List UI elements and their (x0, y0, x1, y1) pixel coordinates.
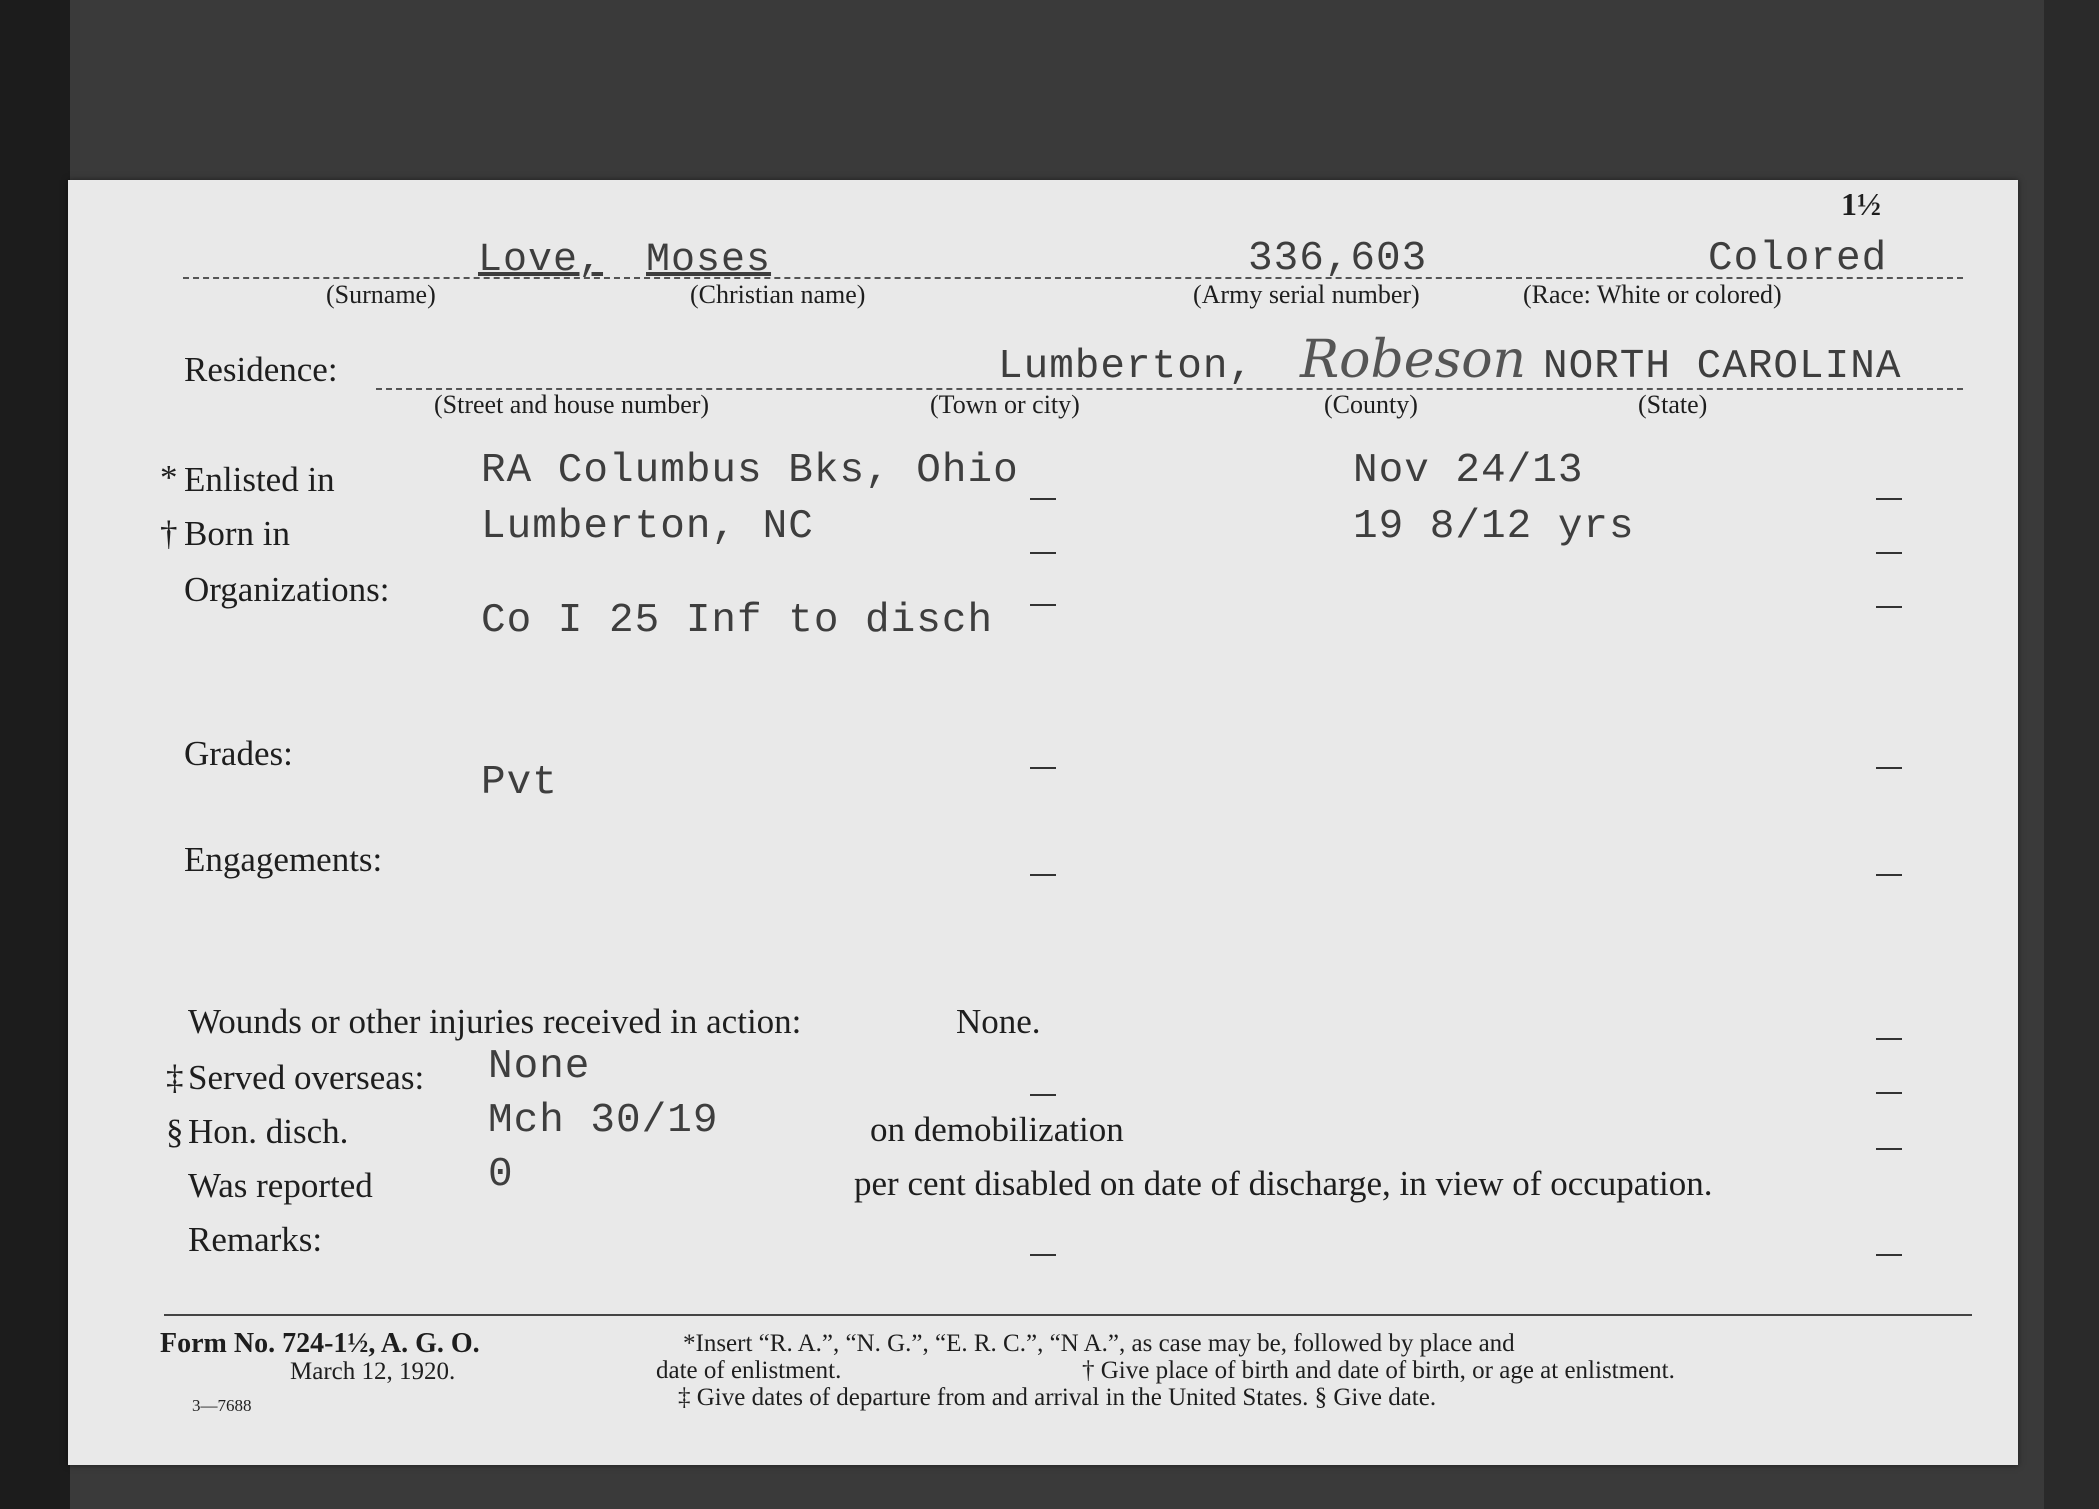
engagements-dash-2 (1876, 874, 1902, 876)
born-label: Born in (184, 514, 290, 553)
surname-value: Love, (478, 238, 604, 283)
form-date: March 12, 1920. (290, 1358, 456, 1385)
wounds-dash (1876, 1038, 1902, 1040)
born-value: Lumberton, NC (481, 504, 814, 550)
born-mark: † (160, 514, 178, 553)
remarks-dash-2 (1876, 1254, 1902, 1256)
footnote-line-2b: † Give place of birth and date of birth, or age at enlistment. (1082, 1357, 1675, 1384)
hon-disch-label: Hon. disch. (188, 1112, 349, 1151)
engagements-label: Engagements: (184, 840, 383, 879)
hon-disch-dash (1876, 1148, 1902, 1150)
residence-label: Residence: (184, 350, 338, 389)
reported-suffix: per cent disabled on date of discharge, in view of occupation. (854, 1164, 1713, 1203)
grades-dash-1 (1030, 767, 1056, 769)
footnote-line-1: *Insert “R. A.”, “N. G.”, “E. R. C.”, “N A.”, as case may be, followed by place and (683, 1330, 1515, 1357)
grades-label: Grades: (184, 734, 293, 773)
print-code: 3—7688 (192, 1396, 252, 1415)
hon-disch-value: Mch 30/19 (488, 1098, 719, 1144)
reported-label: Was reported (188, 1166, 373, 1205)
residence-town-value: Lumberton, (998, 344, 1255, 390)
organizations-dash-1 (1030, 604, 1056, 606)
grades-dash-2 (1876, 767, 1902, 769)
serial-number-label: (Army serial number) (1193, 280, 1420, 309)
footnote-line-3: ‡ Give dates of departure from and arrival in the United States. § Give date. (678, 1384, 1437, 1411)
remarks-label: Remarks: (188, 1220, 323, 1259)
enlisted-dash-2 (1876, 498, 1902, 500)
enlisted-dash-1 (1030, 498, 1056, 500)
organizations-label: Organizations: (184, 570, 390, 609)
hon-disch-suffix: on demobilization (870, 1110, 1124, 1149)
born-age-value: 19 8/12 yrs (1353, 504, 1635, 550)
organizations-value: Co I 25 Inf to disch (481, 598, 994, 644)
state-label: (State) (1638, 390, 1708, 419)
grades-value: Pvt (481, 760, 558, 806)
christian-name-value: Moses (646, 238, 772, 283)
born-dash-1 (1030, 552, 1056, 554)
surname-label: (Surname) (326, 280, 436, 309)
form-number: Form No. 724-1½, A. G. O. (160, 1328, 480, 1359)
town-label: (Town or city) (930, 390, 1080, 419)
remarks-dash-1 (1030, 1254, 1056, 1256)
overseas-label: Served overseas: (188, 1058, 425, 1097)
born-dash-2 (1876, 552, 1902, 554)
overseas-dash-1 (1030, 1094, 1056, 1096)
corner-mark: 1½ (1841, 186, 1881, 222)
wounds-value: None. (956, 1002, 1041, 1041)
enlisted-date-value: Nov 24/13 (1353, 448, 1584, 494)
background-left-edge (0, 0, 70, 1509)
footnote-line-2a: date of enlistment. (656, 1357, 842, 1384)
overseas-dash-2 (1876, 1092, 1902, 1094)
hon-disch-mark: § (166, 1112, 184, 1151)
background-right-edge (2044, 0, 2099, 1509)
service-record-card (68, 180, 2018, 1465)
residence-county-value: Robeson (1300, 330, 1527, 390)
wounds-label: Wounds or other injuries received in action: (188, 1002, 802, 1041)
engagements-dash-1 (1030, 874, 1056, 876)
street-label: (Street and house number) (434, 390, 710, 419)
county-label: (County) (1324, 390, 1418, 419)
enlisted-label: Enlisted in (184, 460, 335, 499)
enlisted-mark: * (160, 458, 178, 497)
header-dotted-line (183, 277, 1963, 279)
overseas-mark: ‡ (166, 1058, 184, 1097)
serial-number-value: 336,603 (1248, 236, 1428, 282)
christian-name-label: (Christian name) (690, 280, 866, 309)
residence-state-value: NORTH CAROLINA (1543, 344, 1902, 390)
race-label: (Race: White or colored) (1523, 280, 1782, 309)
overseas-value: None (488, 1044, 591, 1090)
race-value: Colored (1708, 236, 1888, 282)
enlisted-value: RA Columbus Bks, Ohio (481, 448, 1019, 494)
reported-value: 0 (488, 1152, 514, 1198)
organizations-dash-2 (1876, 606, 1902, 608)
footer-rule (164, 1314, 1972, 1316)
